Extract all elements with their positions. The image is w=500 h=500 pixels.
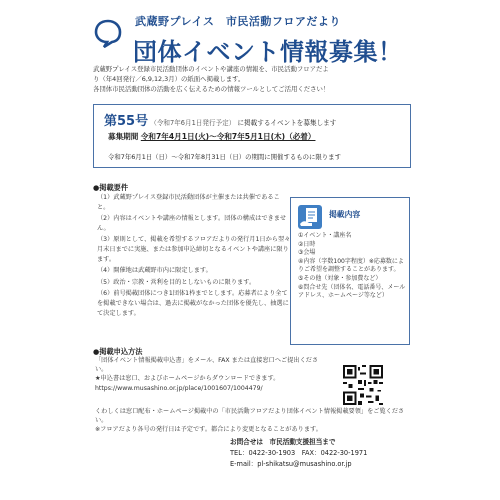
requirement-item: （1）武蔵野プレイス登録市民活動団体が主催または共催であること。 [97,194,280,211]
note-line: ※フロアだより各号の発行日は予定です。都合により変更となることがあります。 [95,426,322,434]
apply-text [95,356,325,393]
page-title: 団体イベント情報募集！ [133,38,403,66]
contact-head: お問合せは 市民活動支援担当まで [230,438,336,446]
period-dates: 令和7年4月1日(火)～令和7年5月1日(木)（必着） [140,132,316,141]
intro-line: り（年4回発行／6,9,12,3月）の紙面へ掲載します。 [93,75,245,83]
period-label: 募集期間 [108,132,139,141]
issue-prefix: 第 [104,114,118,129]
content-item: ③会場 [298,249,316,257]
issue-box [93,104,411,168]
hand-document-icon [297,204,323,230]
requirement-item: （6）前号掲載団体につき1団体1枠までとします。応募者により全てを掲載できない場合は、過去に掲載がなかった団体を優先し、抽選にて決定します。 [97,290,289,317]
content-title: 掲載内容 [329,210,361,219]
intro-line: 武蔵野プレイス登録市民活動団体のイベントや講座の情報を、市民活動フロアだよ [93,65,329,73]
target-period: 令和7年6月1日（日）～令和7年8月31日（日）の期間に開催するものに限ります [108,153,341,161]
contact-block [230,437,420,470]
intro-text [93,64,413,94]
content-item: ⑤その他（対象・参加費など） [298,274,382,282]
content-list [298,232,407,301]
requirements-list [97,193,292,320]
issue-desc: に掲載するイベントを募集します [237,119,337,127]
period-line [108,131,315,142]
contact-email: E-mail：pl-shikatsu@musashino.or.jp [230,460,352,468]
contact-tel-fax: TEL：0422-30-1903 FAX：0422-30-1971 [230,449,368,457]
qr-code-icon [343,365,383,405]
requirement-item: （2）内容はイベントや講座の情報とします。団体の構成はできません。 [97,215,287,232]
apply-title: ●掲載申込方法 [93,347,143,356]
content-box [290,197,410,345]
apply-line: ★申込書は窓口、およびホームページからダウンロードできます。 [95,375,280,383]
apply-line: 「団体イベント情報掲載申込書」をメール、FAX または直接窓口へご提出ください。 [95,357,319,374]
requirement-item: （3）原則として、掲載を希望するフロアだよりの発行月1日から翌々月末日までに実施、または参加申込締切となるイベントや講座に限ります。 [97,236,291,263]
speech-bubble-icon [93,18,123,48]
note-line: くわしくは窓口配布・ホームページ掲載中の「市民活動フロアだより団体イベント情報掲載要領」をご覧ください。 [95,408,405,425]
intro-line: 各団体市民活動団体の活動を広く伝えるための情報ツールとしてご活用ください！ [93,85,330,93]
content-item: ①イベント・講座名 [298,232,352,239]
requirement-item: （4）開催地は武蔵野市内に限定します。 [97,267,212,275]
issue-line [104,110,336,129]
notes [95,407,415,435]
issue-date-note: （令和7年6月1日発行予定） [150,119,236,127]
issue-number: 55 [117,114,136,129]
requirement-item: （5）政治・宗教・営利を目的としないものに限ります。 [97,278,256,286]
content-item: ②日時 [298,240,316,248]
content-item: ④内容（字数100字程度）※応募数によりご希望を調整することがあります。 [298,257,404,274]
requirements-title: ●掲載要件 [93,183,129,192]
issue-suffix: 号 [135,114,149,129]
content-item: ⑥問合せ先（団体名、電話番号、メールアドレス、ホームページ等など） [298,283,406,300]
newsletter-subtitle: 武蔵野プレイス 市民活動フロアだより [135,15,341,28]
apply-url-link[interactable]: https://www.musashino.or.jp/place/1001607/1004479/ [95,384,263,392]
